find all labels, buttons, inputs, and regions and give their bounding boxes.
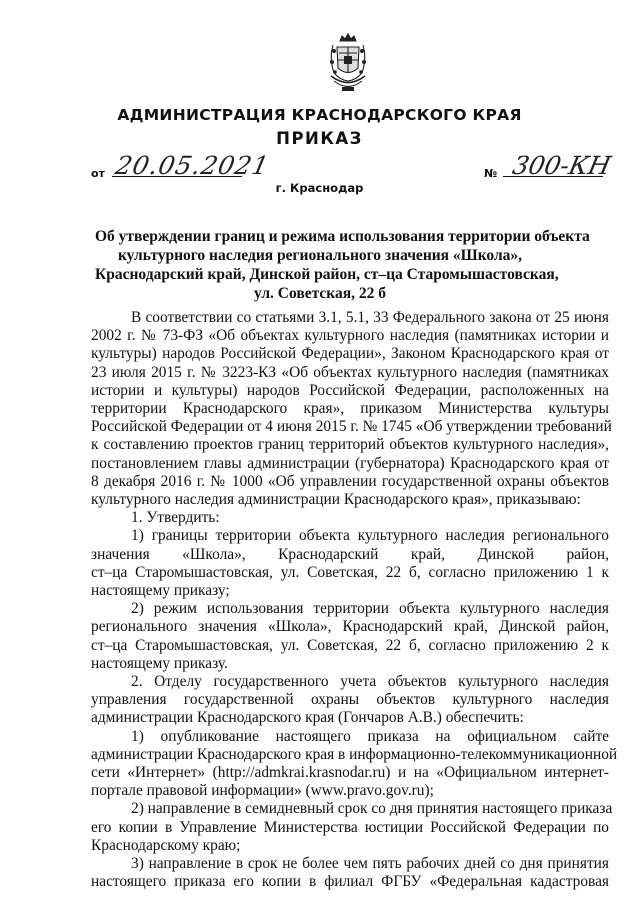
body-line: 8 декабря 2016 г. № 1000 «Об управлении государственной охраны объектов bbox=[91, 472, 609, 490]
body-line: его копии в Управление Министерства юстиции Российской Федерации по bbox=[91, 818, 609, 836]
body-line: ст–ца Старомышастовская, ул. Советская, 22 б, согласно приложению 2 к bbox=[91, 636, 609, 654]
date-label: от bbox=[91, 167, 105, 180]
title-line: Краснодарский край, Динской район, ст–ца Старомышастовская, bbox=[95, 266, 559, 283]
coat-of-arms-emblem bbox=[325, 32, 371, 96]
body-line: Краснодарскому краю; bbox=[91, 836, 241, 854]
body-line: 1. Утвердить: bbox=[131, 509, 220, 527]
body-line: настоящему приказу. bbox=[91, 654, 228, 672]
document-body bbox=[91, 309, 618, 892]
body-line: 23 июля 2015 г. № 3223-КЗ «Об объектах культурного наследия (памятниках bbox=[91, 363, 609, 381]
body-line: 2. Отделу государственного учета объектов культурного наследия bbox=[131, 673, 609, 691]
body-line: 1) опубликование настоящего приказа на официальном сайте bbox=[131, 727, 609, 745]
number-label: № bbox=[484, 167, 498, 180]
body-line: 2002 г. № 73-ФЗ «Об объектах культурного наследия (памятниках истории и bbox=[91, 327, 609, 345]
body-line: администрации Краснодарского края в информационно-телекоммуникационной bbox=[91, 745, 618, 763]
body-line: настоящего приказа его копии в филиал ФГБУ «Федеральная кадастровая bbox=[91, 873, 609, 891]
handwritten-date: 20.05.2021 bbox=[112, 151, 273, 180]
body-line: 2) режим использования территории объекта культурного наследия bbox=[131, 600, 609, 618]
body-line: 3) направление в срок не более чем пять рабочих дней со дня принятия bbox=[131, 855, 609, 873]
body-line: портале правовой информации» (www.pravo.gov.ru); bbox=[91, 782, 434, 800]
body-line: к составлению проектов границ территорий объектов культурного наследия», bbox=[91, 436, 609, 454]
body-line: сети «Интернет» (http://admkrai.krasnodar.ru) и на «Официальном интернет- bbox=[91, 764, 609, 782]
title-line: Об утверждении границ и режима использования территории объекта bbox=[95, 228, 590, 245]
handwritten-number: 300-КН bbox=[509, 151, 614, 180]
body-line: 1) границы территории объекта культурного наследия регионального bbox=[131, 527, 609, 545]
body-line: Российской Федерации от 4 июня 2015 г. № 1745 «Об утверждении требований bbox=[91, 418, 612, 436]
body-line: истории и культуры) народов Российской Федерации, расположенных на bbox=[91, 381, 609, 399]
document-title bbox=[95, 227, 590, 303]
body-line: ст–ца Старомышастовская, ул. Советская, 22 б, согласно приложению 1 к bbox=[91, 563, 609, 581]
body-line: В соответствии со статьями 3.1, 5.1, 33 Федерального закона от 25 июня bbox=[131, 309, 609, 326]
body-line: регионального значения «Школа», Краснодарский край, Динской район, bbox=[91, 618, 609, 636]
document-type: ПРИКАЗ bbox=[276, 129, 363, 148]
title-line: культурного наследия регионального значения «Школа», bbox=[117, 247, 523, 264]
body-line: администрации Краснодарского края (Гончаров А.В.) обеспечить: bbox=[91, 709, 524, 727]
body-line: настоящему приказу; bbox=[91, 582, 230, 600]
body-line: постановлением главы администрации (губернатора) Краснодарского края от bbox=[91, 454, 609, 472]
body-line: культурного наследия администрации Краснодарского края», приказываю: bbox=[91, 491, 581, 509]
organization-name: АДМИНИСТРАЦИЯ КРАСНОДАРСКОГО КРАЯ bbox=[117, 106, 522, 124]
body-line: 2) направление в семидневный срок со дня принятия настоящего приказа bbox=[131, 800, 613, 818]
city-name: г. Краснодар bbox=[275, 181, 364, 195]
body-line: территории Краснодарского края», приказом Министерства культуры bbox=[91, 400, 609, 418]
body-line: культуры) народов Российской Федерации», Законом Краснодарского края от bbox=[91, 345, 609, 363]
body-line: значения «Школа», Краснодарский край, Динской район, bbox=[91, 545, 609, 563]
title-line: ул. Советская, 22 б bbox=[253, 285, 386, 302]
body-line: управления государственной охраны объектов культурного наследия bbox=[91, 691, 609, 709]
